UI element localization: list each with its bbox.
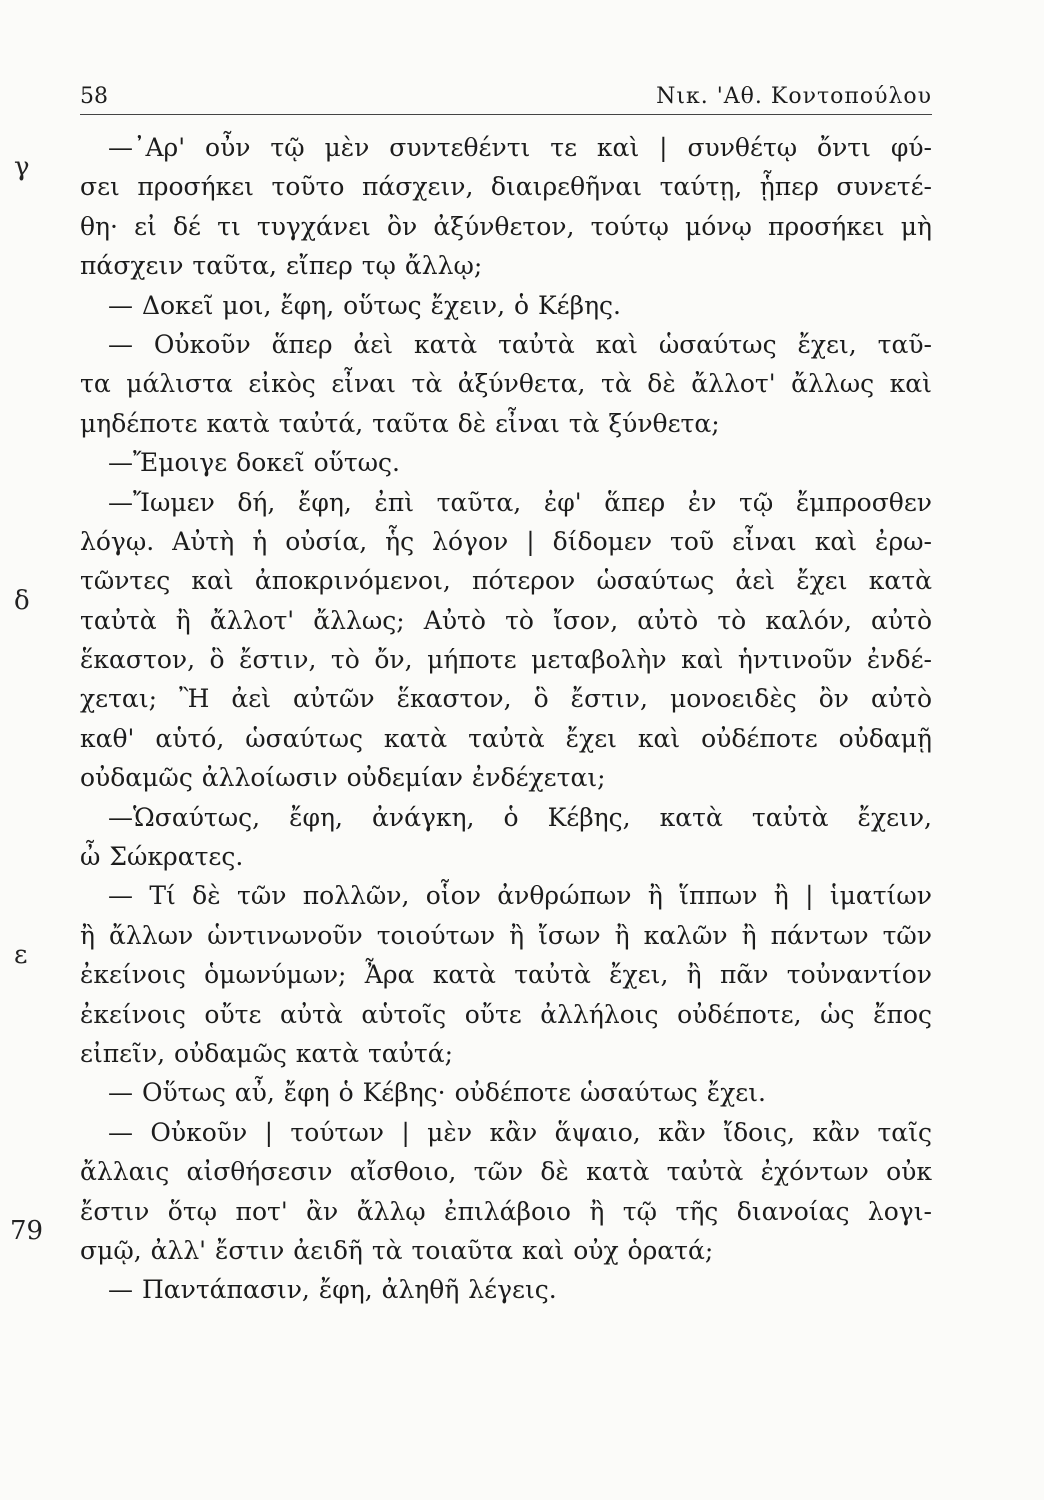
text-line: — Οὐκοῦν | τούτων | μὲν κἂν ἅψαιο, κἂν ἴδοις, κἂν ταῖς: [108, 1117, 932, 1147]
text-line: ταὐτὰ ἢ ἄλλοτ' ἄλλως; Αὐτὸ τὸ ἴσον, αὐτὸ τὸ καλόν, αὐτὸ: [80, 605, 932, 635]
text-line: μηδέποτε κατὰ ταὐτά, ταῦτα δὲ εἶναι τὰ ξύνθετα;: [80, 408, 720, 438]
text-line: πάσχειν ταῦτα, εἴπερ τῳ ἄλλῳ;: [80, 251, 483, 281]
text-line: χεται; Ἢ ἀεὶ αὐτῶν ἕκαστον, ὃ ἔστιν, μονοειδὲς ὂν αὐτὸ: [80, 684, 932, 714]
text-line: ἐκείνοις οὔτε αὐτὰ αὑτοῖς οὔτε ἀλλήλοις οὐδέποτε, ὡς ἔπος: [80, 999, 932, 1029]
text-line: λόγῳ. Αὐτὴ ἡ οὐσία, ἧς λόγον | δίδομεν τοῦ εἶναι καὶ ἐρω-: [80, 526, 932, 556]
margin-ref-epsilon: ε: [14, 940, 28, 970]
text-line: — Οὐκοῦν ἅπερ ἀεὶ κατὰ ταὐτὰ καὶ ὡσαύτως ἔχει, ταῦ-: [108, 329, 932, 359]
margin-ref-gamma: γ: [14, 152, 30, 182]
page-header: [80, 82, 932, 115]
text-line: — Παντάπασιν, ἔφη, ἀληθῆ λέγεις.: [108, 1275, 557, 1305]
text-line: — Δοκεῖ μοι, ἔφη, οὕτως ἔχειν, ὁ Κέβης.: [108, 290, 621, 320]
text-line: σμῷ, ἀλλ' ἔστιν ἀειδῆ τὰ τοιαῦτα καὶ οὐχ ὁρατά;: [80, 1235, 714, 1265]
text-line: ἐκείνοις ὁμωνύμων; Ἆρα κατὰ ταὐτὰ ἔχει, ἢ πᾶν τοὐναντίον: [80, 960, 932, 990]
text-line: ἔστιν ὅτῳ ποτ' ἂν ἄλλῳ ἐπιλάβοιο ἢ τῷ τῆς διανοίας λογι-: [80, 1196, 932, 1226]
text-line: —Ὡσαύτως, ἔφη, ἀνάγκη, ὁ Κέβης, κατὰ ταὐτὰ ἔχειν,: [108, 802, 932, 832]
running-head: Νικ. 'Αθ. Κοντοπούλου: [656, 84, 932, 109]
page-number: 58: [80, 84, 108, 109]
text-line: ὦ Σώκρατες.: [80, 842, 244, 872]
text-line: σει προσήκει τοῦτο πάσχειν, διαιρεθῆναι ταύτῃ, ᾗπερ συνετέ-: [80, 172, 932, 202]
text-line: καθ' αὑτό, ὡσαύτως κατὰ ταὐτὰ ἔχει καὶ οὐδέποτε οὐδαμῇ: [80, 723, 932, 753]
text-line: — Τί δὲ τῶν πολλῶν, οἷον ἀνθρώπων ἢ ἵππων ἢ | ἱματίων: [108, 881, 932, 911]
text-line: οὐδαμῶς ἀλλοίωσιν οὐδεμίαν ἐνδέχεται;: [80, 763, 606, 793]
body-text: [80, 128, 932, 1310]
text-line: εἰπεῖν, οὐδαμῶς κατὰ ταὐτά;: [80, 1038, 454, 1068]
text-line: τα μάλιστα εἰκὸς εἶναι τὰ ἀξύνθετα, τὰ δὲ ἄλλοτ' ἄλλως καὶ: [80, 369, 932, 399]
margin-ref-79: 79: [10, 1216, 44, 1246]
margin-ref-delta: δ: [14, 586, 30, 616]
text-line: ἢ ἄλλων ὡντινωνοῦν τοιούτων ἢ ἴσων ἢ καλῶν ἢ πάντων τῶν: [80, 920, 932, 950]
text-line: —Ἴωμεν δή, ἔφη, ἐπὶ ταῦτα, ἐφ' ἅπερ ἐν τῷ ἔμπροσθεν: [108, 487, 932, 517]
text-line: —Ἔμοιγε δοκεῖ οὕτως.: [108, 448, 400, 478]
text-line: ἕκαστον, ὃ ἔστιν, τὸ ὄν, μήποτε μεταβολὴν καὶ ἡντινοῦν ἐνδέ-: [80, 645, 932, 675]
text-line: ἄλλαις αἰσθήσεσιν αἴσθοιο, τῶν δὲ κατὰ ταὐτὰ ἐχόντων οὐκ: [80, 1157, 932, 1187]
text-line: —᾿Αρ' οὖν τῷ μὲν συντεθέντι τε καὶ | συνθέτῳ ὄντι φύ-: [108, 133, 932, 162]
text-line: — Οὕτως αὖ, ἔφη ὁ Κέβης· οὐδέποτε ὡσαύτως ἔχει.: [108, 1078, 766, 1108]
text-line: θη· εἰ δέ τι τυγχάνει ὂν ἀξύνθετον, τούτῳ μόνῳ προσήκει μὴ: [80, 211, 932, 241]
text-line: τῶντες καὶ ἀποκρινόμενοι, πότερον ὡσαύτως ἀεὶ ἔχει κατὰ: [80, 566, 932, 596]
